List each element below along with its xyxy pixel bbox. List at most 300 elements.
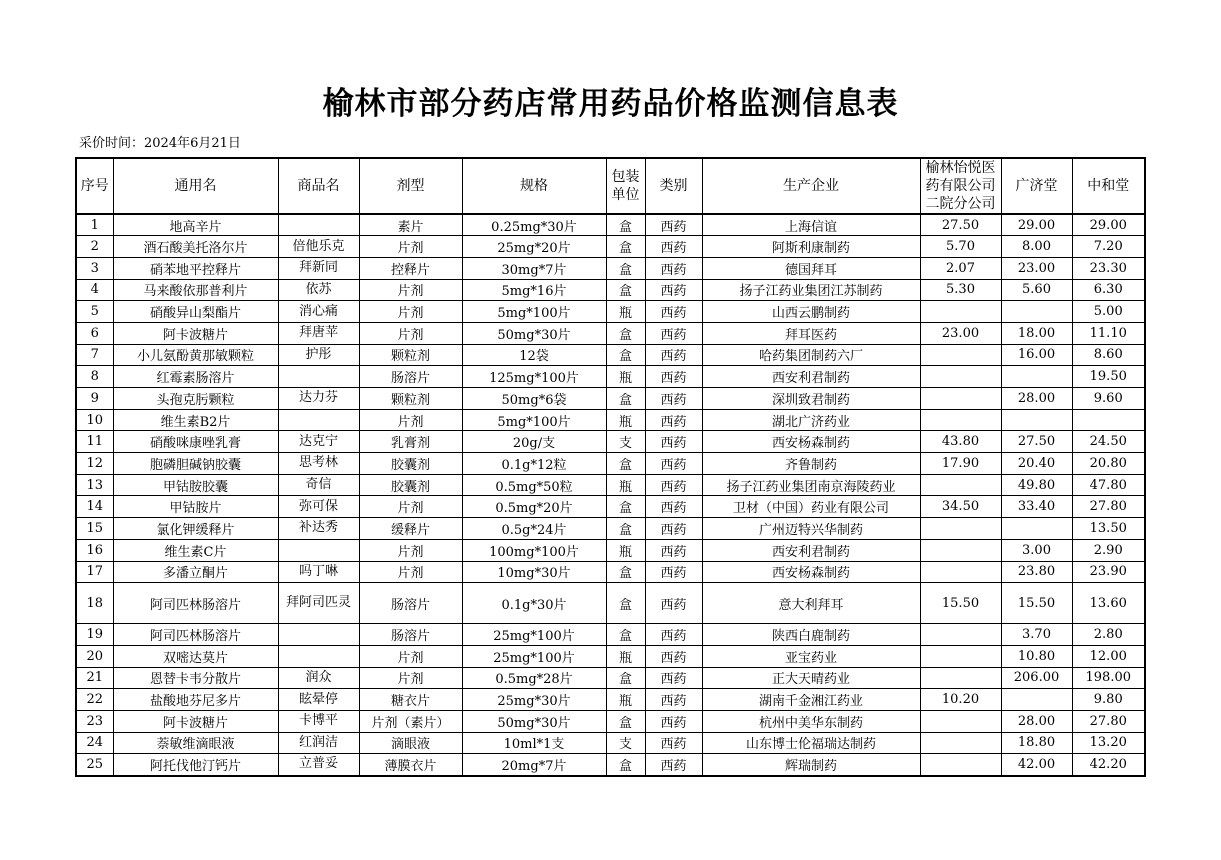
cell-price-zhonghetang: 29.00 xyxy=(1072,214,1145,236)
cell-seq: 1 xyxy=(76,214,113,236)
cell-price-zhonghetang: 198.00 xyxy=(1072,667,1145,689)
cell-price-zhonghetang: 13.20 xyxy=(1072,732,1145,754)
cell-price-guangjitang: 27.50 xyxy=(1001,431,1072,453)
cell-price-yiyue xyxy=(920,366,1001,388)
cell-price-zhonghetang: 11.10 xyxy=(1072,322,1145,344)
cell-dosage-form: 片剂 xyxy=(359,496,462,518)
cell-brand-name: 达克宁 xyxy=(278,431,359,453)
cell-price-zhonghetang: 13.50 xyxy=(1072,518,1145,540)
cell-manufacturer: 山西云鹏制药 xyxy=(702,301,920,323)
header-store-zhonghetang: 中和堂 xyxy=(1072,158,1145,214)
cell-category: 西药 xyxy=(645,214,702,236)
table-row xyxy=(76,561,1145,583)
cell-generic-name: 头孢克肟颗粒 xyxy=(113,388,278,410)
cell-price-guangjitang xyxy=(1001,301,1072,323)
cell-price-zhonghetang: 24.50 xyxy=(1072,431,1145,453)
cell-price-zhonghetang: 13.60 xyxy=(1072,583,1145,624)
cell-package-unit: 盒 xyxy=(606,518,645,540)
cell-spec: 20mg*7片 xyxy=(462,754,606,776)
price-table xyxy=(75,157,1146,777)
cell-price-yiyue xyxy=(920,539,1001,561)
header-seq: 序号 xyxy=(76,158,113,214)
cell-spec: 10ml*1支 xyxy=(462,732,606,754)
cell-category: 西药 xyxy=(645,453,702,475)
cell-price-yiyue: 15.50 xyxy=(920,583,1001,624)
cell-package-unit: 瓶 xyxy=(606,409,645,431)
cell-brand-name: 奇信 xyxy=(278,474,359,496)
cell-dosage-form: 片剂 xyxy=(359,279,462,301)
cell-spec: 50mg*30片 xyxy=(462,322,606,344)
table-row xyxy=(76,645,1145,667)
cell-dosage-form: 滴眼液 xyxy=(359,732,462,754)
cell-generic-name: 多潘立酮片 xyxy=(113,561,278,583)
cell-generic-name: 阿司匹林肠溶片 xyxy=(113,624,278,646)
cell-generic-name: 萘敏维滴眼液 xyxy=(113,732,278,754)
table-row xyxy=(76,754,1145,776)
cell-brand-name: 拜新同 xyxy=(278,257,359,279)
cell-generic-name: 双嘧达莫片 xyxy=(113,645,278,667)
cell-manufacturer: 拜耳医药 xyxy=(702,322,920,344)
cell-manufacturer: 杭州中美华东制药 xyxy=(702,710,920,732)
cell-price-zhonghetang: 47.80 xyxy=(1072,474,1145,496)
cell-dosage-form: 胶囊剂 xyxy=(359,453,462,475)
cell-brand-name: 吗丁啉 xyxy=(278,561,359,583)
cell-price-yiyue: 5.30 xyxy=(920,279,1001,301)
cell-category: 西药 xyxy=(645,689,702,711)
cell-manufacturer: 湖南千金湘江药业 xyxy=(702,689,920,711)
cell-seq: 12 xyxy=(76,453,113,475)
table-row xyxy=(76,301,1145,323)
cell-brand-name xyxy=(278,409,359,431)
cell-seq: 20 xyxy=(76,645,113,667)
cell-seq: 24 xyxy=(76,732,113,754)
cell-price-yiyue: 23.00 xyxy=(920,322,1001,344)
cell-brand-name xyxy=(278,539,359,561)
cell-seq: 9 xyxy=(76,388,113,410)
cell-seq: 3 xyxy=(76,257,113,279)
cell-price-guangjitang xyxy=(1001,518,1072,540)
cell-price-zhonghetang: 23.30 xyxy=(1072,257,1145,279)
cell-category: 西药 xyxy=(645,496,702,518)
page-title: 榆林市部分药店常用药品价格监测信息表 xyxy=(322,86,899,122)
cell-package-unit: 瓶 xyxy=(606,645,645,667)
cell-spec: 25mg*100片 xyxy=(462,645,606,667)
cell-manufacturer: 陕西白鹿制药 xyxy=(702,624,920,646)
cell-dosage-form: 缓释片 xyxy=(359,518,462,540)
header-spec: 规格 xyxy=(462,158,606,214)
table-row xyxy=(76,257,1145,279)
cell-seq: 25 xyxy=(76,754,113,776)
cell-seq: 8 xyxy=(76,366,113,388)
cell-price-guangjitang: 49.80 xyxy=(1001,474,1072,496)
cell-price-guangjitang: 28.00 xyxy=(1001,388,1072,410)
cell-price-zhonghetang: 19.50 xyxy=(1072,366,1145,388)
cell-price-yiyue xyxy=(920,732,1001,754)
cell-manufacturer: 哈药集团制药六厂 xyxy=(702,344,920,366)
cell-spec: 0.5mg*50粒 xyxy=(462,474,606,496)
cell-price-zhonghetang: 23.90 xyxy=(1072,561,1145,583)
table-row xyxy=(76,388,1145,410)
cell-seq: 15 xyxy=(76,518,113,540)
table-row xyxy=(76,732,1145,754)
cell-generic-name: 氯化钾缓释片 xyxy=(113,518,278,540)
cell-seq: 7 xyxy=(76,344,113,366)
cell-brand-name xyxy=(278,214,359,236)
cell-spec: 100mg*100片 xyxy=(462,539,606,561)
cell-category: 西药 xyxy=(645,539,702,561)
cell-spec: 50mg*6袋 xyxy=(462,388,606,410)
cell-spec: 0.1g*30片 xyxy=(462,583,606,624)
cell-dosage-form: 素片 xyxy=(359,214,462,236)
cell-package-unit: 盒 xyxy=(606,561,645,583)
cell-spec: 0.5mg*20片 xyxy=(462,496,606,518)
cell-price-guangjitang: 29.00 xyxy=(1001,214,1072,236)
cell-price-yiyue xyxy=(920,409,1001,431)
cell-package-unit: 盒 xyxy=(606,496,645,518)
cell-generic-name: 甲钴胺片 xyxy=(113,496,278,518)
table-row xyxy=(76,236,1145,258)
cell-brand-name: 依苏 xyxy=(278,279,359,301)
header-package-unit: 包装单位 xyxy=(606,158,645,214)
cell-price-guangjitang: 16.00 xyxy=(1001,344,1072,366)
cell-package-unit: 瓶 xyxy=(606,539,645,561)
cell-category: 西药 xyxy=(645,279,702,301)
cell-price-guangjitang xyxy=(1001,409,1072,431)
cell-manufacturer: 齐鲁制药 xyxy=(702,453,920,475)
cell-price-yiyue xyxy=(920,561,1001,583)
cell-dosage-form: 颗粒剂 xyxy=(359,388,462,410)
cell-package-unit: 盒 xyxy=(606,257,645,279)
cell-price-yiyue xyxy=(920,667,1001,689)
cell-brand-name: 思考林 xyxy=(278,453,359,475)
price-date: 采价时间：2024年6月21日 xyxy=(79,136,241,151)
cell-package-unit: 盒 xyxy=(606,453,645,475)
cell-brand-name xyxy=(278,645,359,667)
cell-category: 西药 xyxy=(645,388,702,410)
cell-price-zhonghetang: 2.90 xyxy=(1072,539,1145,561)
cell-seq: 6 xyxy=(76,322,113,344)
cell-brand-name: 卡博平 xyxy=(278,710,359,732)
cell-price-guangjitang: 206.00 xyxy=(1001,667,1072,689)
cell-price-guangjitang: 28.00 xyxy=(1001,710,1072,732)
cell-price-guangjitang: 5.60 xyxy=(1001,279,1072,301)
cell-spec: 25mg*20片 xyxy=(462,236,606,258)
cell-dosage-form: 颗粒剂 xyxy=(359,344,462,366)
cell-brand-name: 补达秀 xyxy=(278,518,359,540)
cell-dosage-form: 片剂 xyxy=(359,645,462,667)
cell-generic-name: 硝酸咪康唑乳膏 xyxy=(113,431,278,453)
cell-price-zhonghetang: 7.20 xyxy=(1072,236,1145,258)
cell-manufacturer: 西安杨森制药 xyxy=(702,431,920,453)
cell-brand-name xyxy=(278,366,359,388)
cell-brand-name: 眩晕停 xyxy=(278,689,359,711)
cell-seq: 21 xyxy=(76,667,113,689)
cell-manufacturer: 湖北广济药业 xyxy=(702,409,920,431)
cell-manufacturer: 辉瑞制药 xyxy=(702,754,920,776)
cell-category: 西药 xyxy=(645,561,702,583)
cell-generic-name: 硝苯地平控释片 xyxy=(113,257,278,279)
cell-manufacturer: 卫材（中国）药业有限公司 xyxy=(702,496,920,518)
cell-manufacturer: 西安杨森制药 xyxy=(702,561,920,583)
cell-seq: 18 xyxy=(76,583,113,624)
table-row xyxy=(76,518,1145,540)
cell-spec: 20g/支 xyxy=(462,431,606,453)
cell-price-guangjitang: 10.80 xyxy=(1001,645,1072,667)
cell-package-unit: 盒 xyxy=(606,344,645,366)
cell-seq: 14 xyxy=(76,496,113,518)
cell-seq: 2 xyxy=(76,236,113,258)
table-row xyxy=(76,431,1145,453)
cell-price-yiyue xyxy=(920,645,1001,667)
cell-dosage-form: 片剂 xyxy=(359,322,462,344)
cell-category: 西药 xyxy=(645,301,702,323)
cell-spec: 0.1g*12粒 xyxy=(462,453,606,475)
cell-price-guangjitang: 8.00 xyxy=(1001,236,1072,258)
cell-category: 西药 xyxy=(645,431,702,453)
cell-category: 西药 xyxy=(645,409,702,431)
cell-brand-name: 弥可保 xyxy=(278,496,359,518)
cell-price-guangjitang: 18.80 xyxy=(1001,732,1072,754)
cell-price-zhonghetang: 42.20 xyxy=(1072,754,1145,776)
cell-manufacturer: 正大天晴药业 xyxy=(702,667,920,689)
cell-category: 西药 xyxy=(645,624,702,646)
cell-brand-name: 拜阿司匹灵 xyxy=(278,583,359,624)
cell-package-unit: 支 xyxy=(606,732,645,754)
cell-brand-name: 倍他乐克 xyxy=(278,236,359,258)
cell-price-guangjitang: 20.40 xyxy=(1001,453,1072,475)
table-row xyxy=(76,624,1145,646)
table-row xyxy=(76,344,1145,366)
cell-package-unit: 瓶 xyxy=(606,689,645,711)
cell-price-zhonghetang: 12.00 xyxy=(1072,645,1145,667)
table-row xyxy=(76,214,1145,236)
cell-generic-name: 硝酸异山梨酯片 xyxy=(113,301,278,323)
cell-brand-name xyxy=(278,624,359,646)
cell-package-unit: 盒 xyxy=(606,624,645,646)
cell-category: 西药 xyxy=(645,322,702,344)
cell-price-guangjitang xyxy=(1001,689,1072,711)
cell-generic-name: 维生素B2片 xyxy=(113,409,278,431)
cell-spec: 10mg*30片 xyxy=(462,561,606,583)
cell-category: 西药 xyxy=(645,710,702,732)
cell-manufacturer: 西安利君制药 xyxy=(702,366,920,388)
cell-brand-name: 立普妥 xyxy=(278,754,359,776)
cell-package-unit: 盒 xyxy=(606,214,645,236)
table-row xyxy=(76,366,1145,388)
cell-price-guangjitang: 3.00 xyxy=(1001,539,1072,561)
cell-price-zhonghetang: 5.00 xyxy=(1072,301,1145,323)
cell-dosage-form: 控释片 xyxy=(359,257,462,279)
cell-spec: 25mg*100片 xyxy=(462,624,606,646)
cell-package-unit: 瓶 xyxy=(606,474,645,496)
cell-dosage-form: 片剂（素片） xyxy=(359,710,462,732)
cell-manufacturer: 广州迈特兴华制药 xyxy=(702,518,920,540)
header-store-guangjitang: 广济堂 xyxy=(1001,158,1072,214)
cell-seq: 22 xyxy=(76,689,113,711)
cell-price-yiyue: 10.20 xyxy=(920,689,1001,711)
cell-price-guangjitang xyxy=(1001,366,1072,388)
cell-manufacturer: 西安利君制药 xyxy=(702,539,920,561)
cell-price-yiyue: 5.70 xyxy=(920,236,1001,258)
cell-generic-name: 阿托伐他汀钙片 xyxy=(113,754,278,776)
cell-package-unit: 盒 xyxy=(606,388,645,410)
cell-package-unit: 盒 xyxy=(606,583,645,624)
cell-seq: 13 xyxy=(76,474,113,496)
cell-seq: 5 xyxy=(76,301,113,323)
cell-price-guangjitang: 18.00 xyxy=(1001,322,1072,344)
cell-generic-name: 阿司匹林肠溶片 xyxy=(113,583,278,624)
cell-manufacturer: 山东博士伦福瑞达制药 xyxy=(702,732,920,754)
cell-price-zhonghetang: 27.80 xyxy=(1072,710,1145,732)
cell-manufacturer: 亚宝药业 xyxy=(702,645,920,667)
header-store-yiyue: 榆林怡悦医药有限公司二院分公司 xyxy=(920,158,1001,214)
cell-manufacturer: 德国拜耳 xyxy=(702,257,920,279)
cell-package-unit: 瓶 xyxy=(606,366,645,388)
cell-spec: 125mg*100片 xyxy=(462,366,606,388)
cell-price-guangjitang: 3.70 xyxy=(1001,624,1072,646)
table-row xyxy=(76,583,1145,624)
table-row xyxy=(76,474,1145,496)
cell-category: 西药 xyxy=(645,583,702,624)
cell-price-zhonghetang: 9.60 xyxy=(1072,388,1145,410)
cell-category: 西药 xyxy=(645,732,702,754)
cell-price-yiyue: 27.50 xyxy=(920,214,1001,236)
cell-manufacturer: 深圳致君制药 xyxy=(702,388,920,410)
cell-dosage-form: 肠溶片 xyxy=(359,583,462,624)
cell-manufacturer: 上海信谊 xyxy=(702,214,920,236)
cell-generic-name: 红霉素肠溶片 xyxy=(113,366,278,388)
cell-generic-name: 恩替卡韦分散片 xyxy=(113,667,278,689)
cell-spec: 5mg*100片 xyxy=(462,301,606,323)
cell-seq: 19 xyxy=(76,624,113,646)
cell-package-unit: 盒 xyxy=(606,279,645,301)
header-dosage-form: 剂型 xyxy=(359,158,462,214)
cell-brand-name: 护彤 xyxy=(278,344,359,366)
cell-dosage-form: 胶囊剂 xyxy=(359,474,462,496)
cell-price-guangjitang: 15.50 xyxy=(1001,583,1072,624)
cell-generic-name: 小儿氨酚黄那敏颗粒 xyxy=(113,344,278,366)
cell-generic-name: 阿卡波糖片 xyxy=(113,322,278,344)
cell-price-zhonghetang: 27.80 xyxy=(1072,496,1145,518)
cell-category: 西药 xyxy=(645,366,702,388)
cell-seq: 10 xyxy=(76,409,113,431)
cell-price-yiyue xyxy=(920,344,1001,366)
cell-seq: 23 xyxy=(76,710,113,732)
cell-generic-name: 维生素C片 xyxy=(113,539,278,561)
cell-price-zhonghetang: 20.80 xyxy=(1072,453,1145,475)
cell-generic-name: 阿卡波糖片 xyxy=(113,710,278,732)
header-brand-name: 商品名 xyxy=(278,158,359,214)
cell-generic-name: 甲钴胺胶囊 xyxy=(113,474,278,496)
cell-generic-name: 盐酸地芬尼多片 xyxy=(113,689,278,711)
cell-price-yiyue xyxy=(920,710,1001,732)
cell-spec: 5mg*16片 xyxy=(462,279,606,301)
cell-seq: 17 xyxy=(76,561,113,583)
cell-price-guangjitang: 42.00 xyxy=(1001,754,1072,776)
cell-spec: 0.5g*24片 xyxy=(462,518,606,540)
cell-price-zhonghetang: 2.80 xyxy=(1072,624,1145,646)
header-generic-name: 通用名 xyxy=(113,158,278,214)
cell-brand-name: 拜唐苹 xyxy=(278,322,359,344)
cell-spec: 30mg*7片 xyxy=(462,257,606,279)
cell-manufacturer: 阿斯利康制药 xyxy=(702,236,920,258)
cell-generic-name: 胞磷胆碱钠胶囊 xyxy=(113,453,278,475)
cell-seq: 16 xyxy=(76,539,113,561)
cell-dosage-form: 肠溶片 xyxy=(359,624,462,646)
cell-spec: 0.25mg*30片 xyxy=(462,214,606,236)
cell-seq: 11 xyxy=(76,431,113,453)
cell-package-unit: 支 xyxy=(606,431,645,453)
table-row xyxy=(76,409,1145,431)
table-row xyxy=(76,710,1145,732)
table-row xyxy=(76,689,1145,711)
cell-price-yiyue: 17.90 xyxy=(920,453,1001,475)
table-row xyxy=(76,667,1145,689)
cell-dosage-form: 薄膜衣片 xyxy=(359,754,462,776)
cell-category: 西药 xyxy=(645,518,702,540)
cell-price-yiyue xyxy=(920,388,1001,410)
cell-price-guangjitang: 23.80 xyxy=(1001,561,1072,583)
cell-spec: 12袋 xyxy=(462,344,606,366)
cell-dosage-form: 片剂 xyxy=(359,301,462,323)
cell-dosage-form: 片剂 xyxy=(359,236,462,258)
cell-brand-name: 消心痛 xyxy=(278,301,359,323)
cell-generic-name: 酒石酸美托洛尔片 xyxy=(113,236,278,258)
cell-price-zhonghetang xyxy=(1072,409,1145,431)
cell-package-unit: 瓶 xyxy=(606,301,645,323)
cell-price-yiyue xyxy=(920,518,1001,540)
cell-spec: 50mg*30片 xyxy=(462,710,606,732)
cell-price-yiyue xyxy=(920,301,1001,323)
table-row xyxy=(76,322,1145,344)
header-row xyxy=(76,158,1145,214)
cell-brand-name: 红润洁 xyxy=(278,732,359,754)
table-row xyxy=(76,539,1145,561)
cell-price-yiyue xyxy=(920,474,1001,496)
cell-price-yiyue xyxy=(920,754,1001,776)
cell-package-unit: 盒 xyxy=(606,322,645,344)
cell-category: 西药 xyxy=(645,236,702,258)
cell-price-guangjitang: 23.00 xyxy=(1001,257,1072,279)
cell-dosage-form: 片剂 xyxy=(359,539,462,561)
cell-generic-name: 马来酸依那普利片 xyxy=(113,279,278,301)
cell-price-zhonghetang: 8.60 xyxy=(1072,344,1145,366)
header-manufacturer: 生产企业 xyxy=(702,158,920,214)
cell-spec: 5mg*100片 xyxy=(462,409,606,431)
cell-manufacturer: 扬子江药业集团江苏制药 xyxy=(702,279,920,301)
cell-price-guangjitang: 33.40 xyxy=(1001,496,1072,518)
cell-dosage-form: 片剂 xyxy=(359,409,462,431)
cell-dosage-form: 糖衣片 xyxy=(359,689,462,711)
cell-category: 西药 xyxy=(645,344,702,366)
cell-price-yiyue: 2.07 xyxy=(920,257,1001,279)
cell-manufacturer: 扬子江药业集团南京海陵药业 xyxy=(702,474,920,496)
cell-brand-name: 达力芬 xyxy=(278,388,359,410)
cell-dosage-form: 肠溶片 xyxy=(359,366,462,388)
cell-package-unit: 盒 xyxy=(606,236,645,258)
cell-package-unit: 盒 xyxy=(606,710,645,732)
cell-price-zhonghetang: 6.30 xyxy=(1072,279,1145,301)
cell-price-yiyue: 34.50 xyxy=(920,496,1001,518)
cell-spec: 0.5mg*28片 xyxy=(462,667,606,689)
cell-dosage-form: 乳膏剂 xyxy=(359,431,462,453)
cell-manufacturer: 意大利拜耳 xyxy=(702,583,920,624)
table-row xyxy=(76,496,1145,518)
cell-dosage-form: 片剂 xyxy=(359,667,462,689)
header-category: 类别 xyxy=(645,158,702,214)
cell-package-unit: 盒 xyxy=(606,754,645,776)
cell-seq: 4 xyxy=(76,279,113,301)
